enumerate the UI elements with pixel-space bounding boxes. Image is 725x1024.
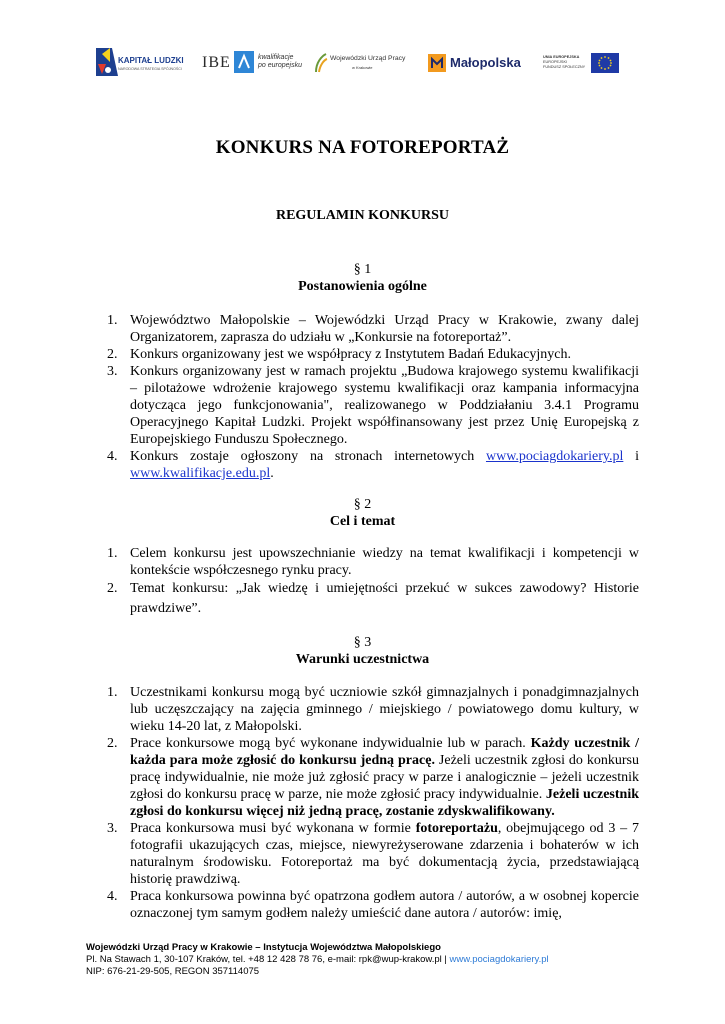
section-number: § 1 bbox=[353, 262, 372, 277]
list-item: 3. Praca konkursowa musi być wykonana w formie fotoreportażu, obejmującego od 3 – 7 fotografii ukazujących czas, miejsce, niewyreżyserowane zdarzenia i bohaterów w ich naturalnym środowisku. Fotoreportaż ma być dokumentacją życia, przedstawiającą historię prawdziwą. bbox=[107, 821, 639, 887]
section-2-list bbox=[107, 545, 639, 619]
document-subtitle: REGULAMIN KONKURSU bbox=[275, 208, 450, 223]
footer-address: Pl. Na Stawach 1, 30-107 Kraków, tel. +48 12 428 78 76, e-mail: rpk@wup-krakow.pl | bbox=[86, 954, 450, 965]
footer-organization: Wojewódzki Urząd Pracy w Krakowie – Instytucja Województwa Małopolskiego bbox=[86, 942, 441, 953]
wup-line2: w Krakowie bbox=[352, 65, 373, 70]
wup-line1: Wojewódzki Urząd Pracy bbox=[330, 55, 406, 62]
list-item: 4. Praca konkursowa powinna być opatrzona godłem autora / autorów, a w osobnej kopercie oznaczonej tym samym godłem należy umieścić dane autora / autorów: imię, bbox=[107, 889, 639, 921]
section-1-list bbox=[107, 312, 639, 482]
section-1-heading bbox=[0, 261, 725, 295]
kwalifikacje-line1: kwalifikacje bbox=[258, 54, 294, 61]
list-item: 2. Konkurs organizowany jest we współpracy z Instytutem Badań Edukacyjnych. bbox=[107, 347, 572, 362]
section-3-list bbox=[107, 684, 639, 922]
ue-logo bbox=[543, 40, 619, 84]
wup-logo bbox=[314, 40, 414, 84]
ibe-logo bbox=[202, 40, 234, 84]
ibe-name: IBE bbox=[202, 54, 231, 71]
footer-address-line bbox=[86, 954, 549, 966]
list-item: 1. Województwo Małopolskie – Wojewódzki Urząd Pracy w Krakowie, zwany dalej Organizatorem, zaprasza do udziału w „Konkursie na fotoreportaż”. bbox=[107, 313, 639, 345]
eu-flag-icon bbox=[591, 53, 619, 73]
pociagdokariery-link[interactable]: www.pociagdokariery.pl bbox=[485, 449, 624, 464]
section-number: § 3 bbox=[353, 635, 372, 650]
section-3-heading bbox=[0, 634, 725, 668]
kapital-ludzki-logo bbox=[92, 40, 190, 84]
kwalifikacje-logo bbox=[234, 40, 304, 84]
page-footer bbox=[86, 942, 549, 978]
kapital-ludzki-sub: NARODOWA STRATEGIA SPÓJNOŚCI bbox=[118, 67, 182, 71]
list-item: 1. Celem konkursu jest upowszechnianie wiedzy na temat kwalifikacji i kompetencji w kontekście współczesnego rynku pracy. bbox=[107, 546, 639, 578]
document-title: KONKURS NA FOTOREPORTAŻ bbox=[215, 137, 510, 158]
footer-ids: NIP: 676-21-29-505, REGON 357114075 bbox=[86, 966, 260, 977]
list-item: 2. Prace konkursowe mogą być wykonane indywidualnie lub w parach. Każdy uczestnik / każda para może zgłosić do konkursu jedną pracę. Jeżeli uczestnik zgłosi do konkursu pracę indywidualnie, nie może już zgłosić pracy w parze i analogicznie – jeżeli uczestnik zgłosi do konkursu pracę w parze, nie może zgłosić pracy indywidualnie. Jeżeli uczestnik zgłosi do konkursu więcej niż jedną pracę, zostanie zdyskwalifikowany. bbox=[107, 736, 639, 819]
ue-line3: FUNDUSZ SPOŁECZNY bbox=[543, 65, 586, 69]
section-name: Postanowienia ogólne bbox=[298, 279, 427, 294]
kwalifikacje-line2: po europejsku bbox=[258, 62, 302, 69]
list-item: 2. Temat konkursu: „Jak wiedzę i umiejętności przekuć w sukces zawodowy? Historie prawdziwe”. bbox=[107, 581, 639, 616]
footer-website-link[interactable]: www.pociagdokariery.pl bbox=[449, 954, 549, 965]
list-item: 3. Konkurs organizowany jest w ramach projektu „Budowa krajowego systemu kwalifikacji – pilotażowe wdrożenie krajowego systemu kwalifikacji oraz kampania informacyjna dotycząca jego funkcjonowania", realizowanego w Poddziałaniu 3.4.1 Programu Operacyjnego Kapitał Ludzki. Projekt współfinansowany jest przez Unię Europejską z Europejskiego Funduszu Społecznego. bbox=[107, 364, 639, 447]
kwalifikacje-emblem-icon bbox=[234, 51, 254, 73]
malopolska-name: Małopolska bbox=[450, 55, 521, 70]
malopolska-logo bbox=[428, 40, 524, 84]
kapital-ludzki-name: KAPITAŁ LUDZKI bbox=[118, 56, 184, 65]
wup-emblem-icon bbox=[314, 52, 328, 74]
ue-line2: EUROPEJSKI bbox=[543, 60, 568, 64]
section-name: Warunki uczestnictwa bbox=[295, 652, 430, 667]
header-logos bbox=[0, 40, 725, 90]
section-name: Cel i temat bbox=[329, 514, 396, 529]
section-number: § 2 bbox=[353, 497, 372, 512]
ue-line1: UNIA EUROPEJSKA bbox=[543, 55, 580, 59]
section-2-heading bbox=[0, 496, 725, 530]
list-item: 1. Uczestnikami konkursu mogą być uczniowie szkół gimnazjalnych i ponadgimnazjalnych lub uczęszczający na zajęcia gminnego / miejskiego / powiatowego domu kultury, w wieku 14-20 lat, z Małopolski. bbox=[107, 685, 639, 734]
kwalifikacje-link[interactable]: www.kwalifikacje.edu.pl bbox=[130, 466, 271, 481]
list-item: 4. Konkurs zostaje ogłoszony na stronach internetowych www.pociagdokariery.pl i www.kwalifikacje.edu.pl. bbox=[107, 449, 639, 481]
malopolska-emblem-icon bbox=[428, 54, 446, 72]
